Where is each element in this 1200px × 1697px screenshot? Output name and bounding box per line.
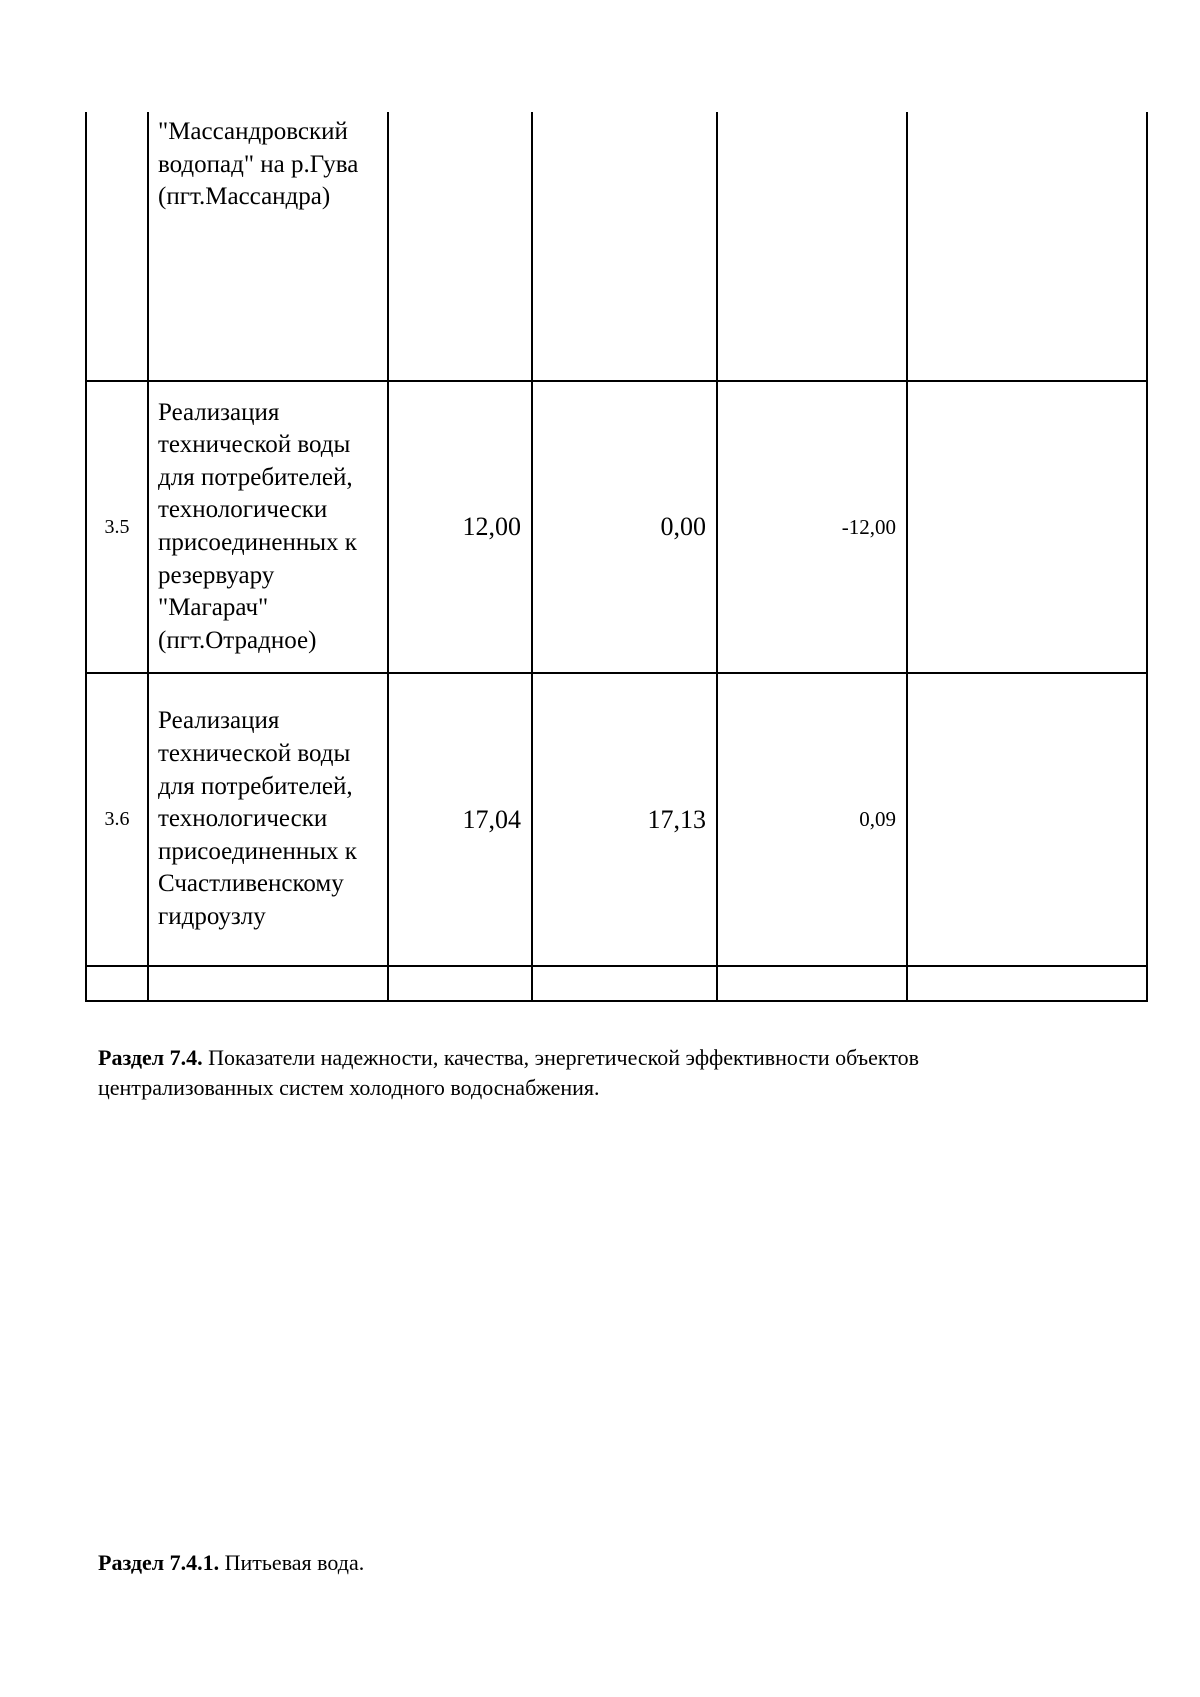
section-heading-7-4-1 <box>98 1548 1098 1578</box>
cell-name: Реализация технической воды для потребителей, технологически присоединенных к резервуару "Магарач" (пгт.Отрадное) <box>148 381 388 673</box>
cell-value-a: 17,04 <box>388 673 532 966</box>
section-text: Показатели надежности, качества, энергетической эффективности объектов централизованных систем холодного водоснабжения. <box>98 1045 920 1100</box>
cell-name: "Массандровский водопад" на р.Гува (пгт.Массандра) <box>148 112 388 381</box>
cell-value-c: 0,09 <box>717 673 907 966</box>
cell-value-a <box>388 966 532 1001</box>
cell-value-b: 17,13 <box>532 673 717 966</box>
cell-value-c <box>717 966 907 1001</box>
section-text: Питьевая вода. <box>219 1550 365 1575</box>
cell-value-c: -12,00 <box>717 381 907 673</box>
cell-value-a <box>388 112 532 381</box>
table-row-continuation <box>86 112 1147 381</box>
cell-num: 3.6 <box>86 673 148 966</box>
cell-value-c <box>717 112 907 381</box>
section-label: Раздел 7.4. <box>98 1045 203 1070</box>
cell-num <box>86 966 148 1001</box>
data-table <box>85 112 1148 1002</box>
section-heading-7-4 <box>98 1043 1098 1103</box>
cell-value-d <box>907 381 1147 673</box>
cell-num: 3.5 <box>86 381 148 673</box>
table-row <box>86 673 1147 966</box>
section-label: Раздел 7.4.1. <box>98 1550 220 1575</box>
cell-value-b: 0,00 <box>532 381 717 673</box>
cell-name: Реализация технической воды для потребителей, технологически присоединенных к Счастливенскому гидроузлу <box>148 673 388 966</box>
cell-name <box>148 966 388 1001</box>
table-row <box>86 381 1147 673</box>
cell-value-a: 12,00 <box>388 381 532 673</box>
cell-value-b <box>532 966 717 1001</box>
table-row-empty <box>86 966 1147 1001</box>
cell-value-d <box>907 966 1147 1001</box>
cell-value-b <box>532 112 717 381</box>
cell-value-d <box>907 673 1147 966</box>
cell-value-d <box>907 112 1147 381</box>
cell-num <box>86 112 148 381</box>
